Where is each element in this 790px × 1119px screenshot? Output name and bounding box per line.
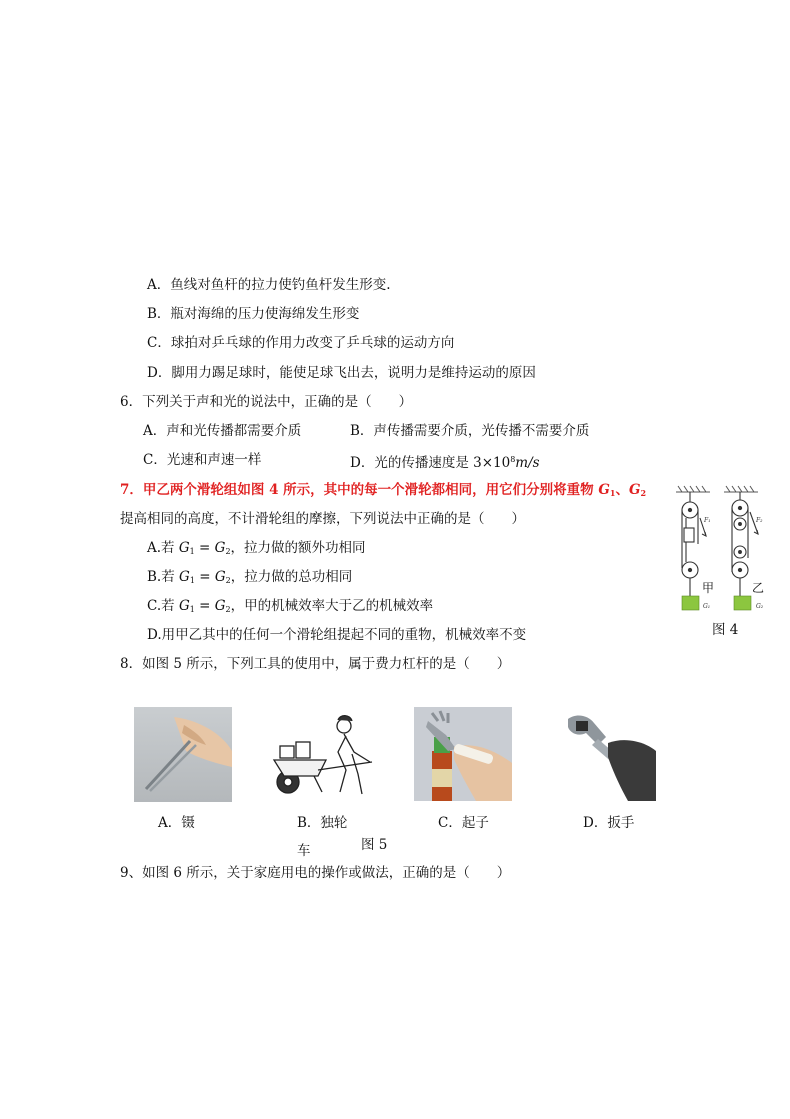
q6-option-c: C．光速和声速一样 <box>143 452 262 468</box>
q7-option-b: B.若 $G_1 = G_2$，拉力做的总功相同 <box>147 569 353 585</box>
figure5-caption: 图 5 <box>361 837 388 853</box>
q6-stem: 6．下列关于声和光的说法中，正确的是（ ） <box>120 394 413 410</box>
caption-bottle-opener: C．起子 <box>438 815 489 831</box>
q8-stem: 8．如图 5 所示，下列工具的使用中，属于费力杠杆的是（ ） <box>120 656 511 672</box>
force-label-f1: F₁ <box>704 517 711 524</box>
pulley-figure <box>672 478 772 638</box>
q7-option-c: C.若 $G_1 = G_2$，甲的机械效率大于乙的机械效率 <box>147 598 434 614</box>
label-yi: 乙 <box>752 581 765 595</box>
bottle-opener-photo <box>414 707 512 801</box>
q6-option-b: B．声传播需要介质，光传播不需要介质 <box>350 423 590 439</box>
weight-g1 <box>682 596 699 610</box>
q5-option-b: B．瓶对海绵的压力使海绵发生形变 <box>147 306 360 322</box>
q5-option-d: D．脚用力踢足球时，能使足球飞出去，说明力是维持运动的原因 <box>147 365 536 381</box>
q5-option-c: C．球拍对乒乓球的作用力改变了乒乓球的运动方向 <box>147 335 455 351</box>
weight-g2 <box>734 596 751 610</box>
weight-label-g1: G₁ <box>703 603 711 610</box>
caption-wheelbarrow: B．独轮 <box>297 815 348 831</box>
q5-option-a: A．鱼线对鱼杆的拉力使钓鱼杆发生形变. <box>147 277 391 293</box>
ceiling-hatch <box>676 486 758 492</box>
q7-option-a: A.若 $G_1 = G_2$，拉力做的额外功相同 <box>147 540 366 556</box>
q9-stem: 9、如图 6 所示，关于家庭用电的操作或做法，正确的是（ ） <box>120 865 511 881</box>
q7-option-d: D.用甲乙其中的任何一个滑轮组提起不同的重物，机械效率不变 <box>147 627 527 643</box>
q6-option-d: D．光的传播速度是 $3\times 10^8m/s$ <box>350 455 540 471</box>
caption-tweezers: A．镊 <box>158 815 195 831</box>
weight-label-g2: G₂ <box>756 603 764 610</box>
caption-wrench: D．扳手 <box>583 815 635 831</box>
figure4-caption: 图 4 <box>712 622 739 638</box>
q7-stem-line1: 7．甲乙两个滑轮组如图 4 所示，其中的每一个滑轮都相同，用它们分别将重物 $G_1$、$G_2$ <box>120 482 647 498</box>
force-label-f2: F₂ <box>756 517 763 524</box>
q7-stem-line2: 提高相同的高度，不计滑轮组的摩擦，下列说法中正确的是（ ） <box>120 511 525 527</box>
label-jia: 甲 <box>702 581 715 595</box>
caption-wheelbarrow-line2: 车 <box>297 843 311 859</box>
tweezers-photo <box>134 707 232 802</box>
wrench-photo <box>558 707 656 801</box>
q6-option-a: A．声和光传播都需要介质 <box>143 423 302 439</box>
wheelbarrow-drawing <box>266 712 376 802</box>
